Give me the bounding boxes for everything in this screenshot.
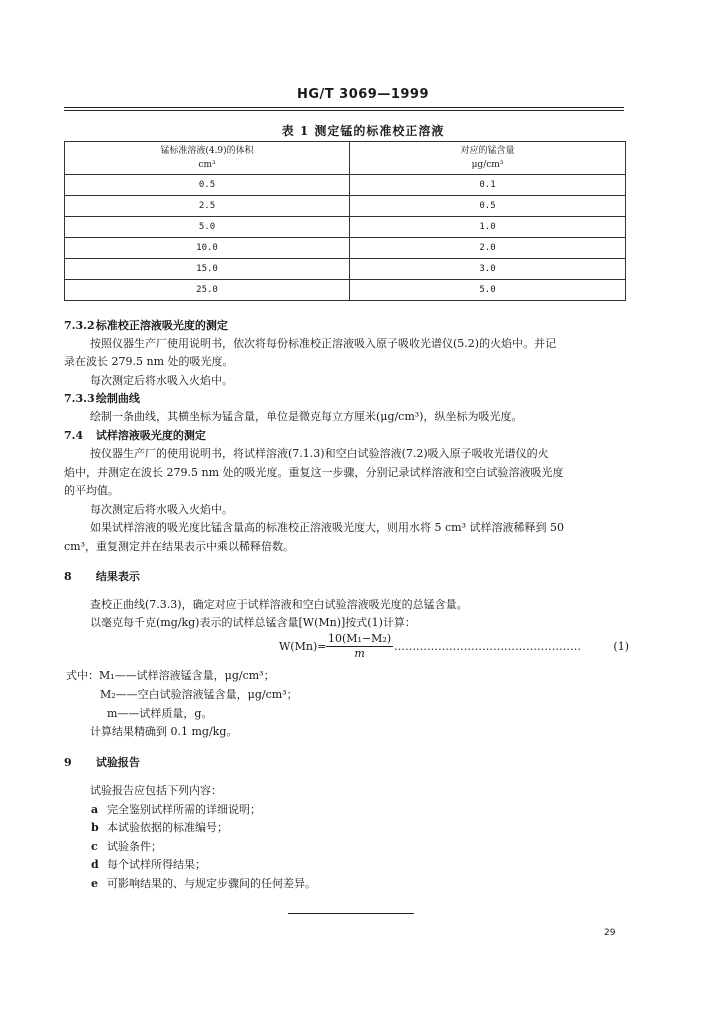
formula-denominator: m	[354, 647, 365, 660]
list-text: 本试验依据的标准编号；	[107, 821, 228, 834]
section-heading-7-3-2	[64, 318, 228, 334]
list-item	[91, 857, 206, 873]
header-rule-bottom	[64, 110, 624, 111]
section-title: 试样溶液吸光度的测定	[95, 429, 206, 442]
volume-cell: 10.0	[65, 238, 350, 259]
header-rule-top	[64, 107, 624, 108]
content-cell: 0.1	[350, 175, 626, 196]
paragraph-line: 查校正曲线(7.3.3)，确定对应于试样溶液和空白试验溶液吸光度的总锰含量。	[90, 598, 468, 611]
formula-leader-dots: ……………………………………………	[394, 640, 581, 653]
volume-cell: 25.0	[65, 280, 350, 301]
content-cell: 0.5	[350, 196, 626, 217]
content-cell: 3.0	[350, 259, 626, 280]
paragraph-line: 以毫克每千克(mg/kg)表示的试样总锰含量[W(Mn)]按式(1)计算：	[90, 616, 416, 629]
list-letter: c	[91, 840, 98, 853]
paragraph-line: cm³，重复测定并在结果表示中乘以稀释倍数。	[64, 540, 294, 553]
paragraph-line: 每次测定后将水吸入火焰中。	[90, 503, 233, 516]
calibration-table	[64, 141, 626, 301]
paragraph-line: 每次测定后将水吸入火焰中。	[90, 374, 233, 387]
table-row	[65, 238, 626, 259]
formula-fraction	[326, 632, 393, 661]
section-heading-7-3-3	[64, 391, 140, 407]
paragraph-line: 计算结果精确到 0.1 mg/kg。	[90, 725, 238, 738]
content-label: 对应的锰含量	[460, 146, 515, 156]
content-cell: 2.0	[350, 238, 626, 259]
formula-number: (1)	[613, 640, 629, 653]
section-number: 7.3.3	[64, 392, 95, 405]
footer-rule	[288, 913, 414, 914]
table-header-content	[350, 142, 626, 175]
where-line: 式中：M₁——试样溶液锰含量，μg/cm³；	[66, 669, 275, 682]
table-row	[65, 259, 626, 280]
table-caption: 表 1 测定锰的标准校正溶液	[281, 124, 445, 138]
table-row	[65, 175, 626, 196]
section-number: 7.4	[64, 429, 84, 442]
section-title: 绘制曲线	[95, 392, 140, 405]
list-text: 完全鉴别试样所需的详细说明；	[107, 803, 261, 816]
content-cell: 5.0	[350, 280, 626, 301]
paragraph-line: 录在波长 279.5 nm 处的吸光度。	[64, 355, 234, 368]
list-item	[91, 876, 316, 892]
section-heading-9	[64, 755, 140, 771]
where-line: M₂——空白试验溶液锰含量，μg/cm³；	[100, 688, 298, 701]
section-title: 标准校正溶液吸光度的测定	[95, 319, 228, 332]
table-row	[65, 196, 626, 217]
formula-numerator: 10(M₁−M₂)	[328, 632, 392, 645]
section-title: 结果表示	[95, 570, 140, 583]
list-item	[91, 839, 162, 855]
table-row	[65, 217, 626, 238]
list-item	[91, 802, 261, 818]
volume-unit: cm³	[198, 160, 216, 170]
table-header-volume	[65, 142, 350, 175]
list-letter: e	[91, 877, 98, 890]
formula-lhs: W(Mn)=	[279, 640, 327, 653]
list-text: 试验条件；	[107, 840, 162, 853]
paragraph-line: 试验报告应包括下列内容：	[90, 784, 222, 797]
where-line: m——试样质量，g。	[107, 707, 213, 720]
standard-code-header: HG/T 3069—1999	[296, 87, 430, 102]
paragraph-line: 绘制一条曲线，其横坐标为锰含量，单位是微克每立方厘米(μg/cm³)，纵坐标为吸光度。	[90, 410, 523, 423]
list-letter: a	[91, 803, 99, 816]
paragraph-line: 如果试样溶液的吸光度比锰含量高的标准校正溶液吸光度大，则用水将 5 cm³ 试样溶液稀释到 50	[90, 521, 564, 534]
volume-cell: 0.5	[65, 175, 350, 196]
content-cell: 1.0	[350, 217, 626, 238]
paragraph-line: 按仪器生产厂的使用说明书，将试样溶液(7.1.3)和空白试验溶液(7.2)吸入原子吸收光谱仪的火	[90, 447, 549, 460]
section-heading-7-4	[64, 428, 206, 444]
volume-cell: 15.0	[65, 259, 350, 280]
list-item	[91, 820, 228, 836]
list-letter: b	[91, 821, 99, 834]
paragraph-line: 焰中，并测定在波长 279.5 nm 处的吸光度。重复这一步骤，分别记录试样溶液和空白试验溶液吸光度	[64, 466, 564, 479]
paragraph-line: 的平均值。	[64, 484, 119, 497]
list-text: 每个试样所得结果；	[107, 858, 206, 871]
section-title: 试验报告	[95, 756, 140, 769]
section-number: 9	[64, 756, 72, 769]
content-unit: μg/cm³	[471, 160, 504, 170]
list-letter: d	[91, 858, 99, 871]
table-row	[65, 280, 626, 301]
volume-label: 锰标准溶液(4.9)的体积	[160, 146, 254, 156]
list-text: 可影响结果的、与规定步骤间的任何差异。	[107, 877, 316, 890]
formula-1	[279, 632, 629, 662]
page-number: 29	[604, 928, 616, 938]
section-number: 7.3.2	[64, 319, 95, 332]
section-number: 8	[64, 570, 72, 583]
paragraph-line: 按照仪器生产厂使用说明书，依次将每份标准校正溶液吸入原子吸收光谱仪(5.2)的火焰中。并记	[90, 337, 557, 350]
volume-cell: 5.0	[65, 217, 350, 238]
section-heading-8	[64, 569, 140, 585]
table-header-row	[65, 142, 626, 175]
volume-cell: 2.5	[65, 196, 350, 217]
